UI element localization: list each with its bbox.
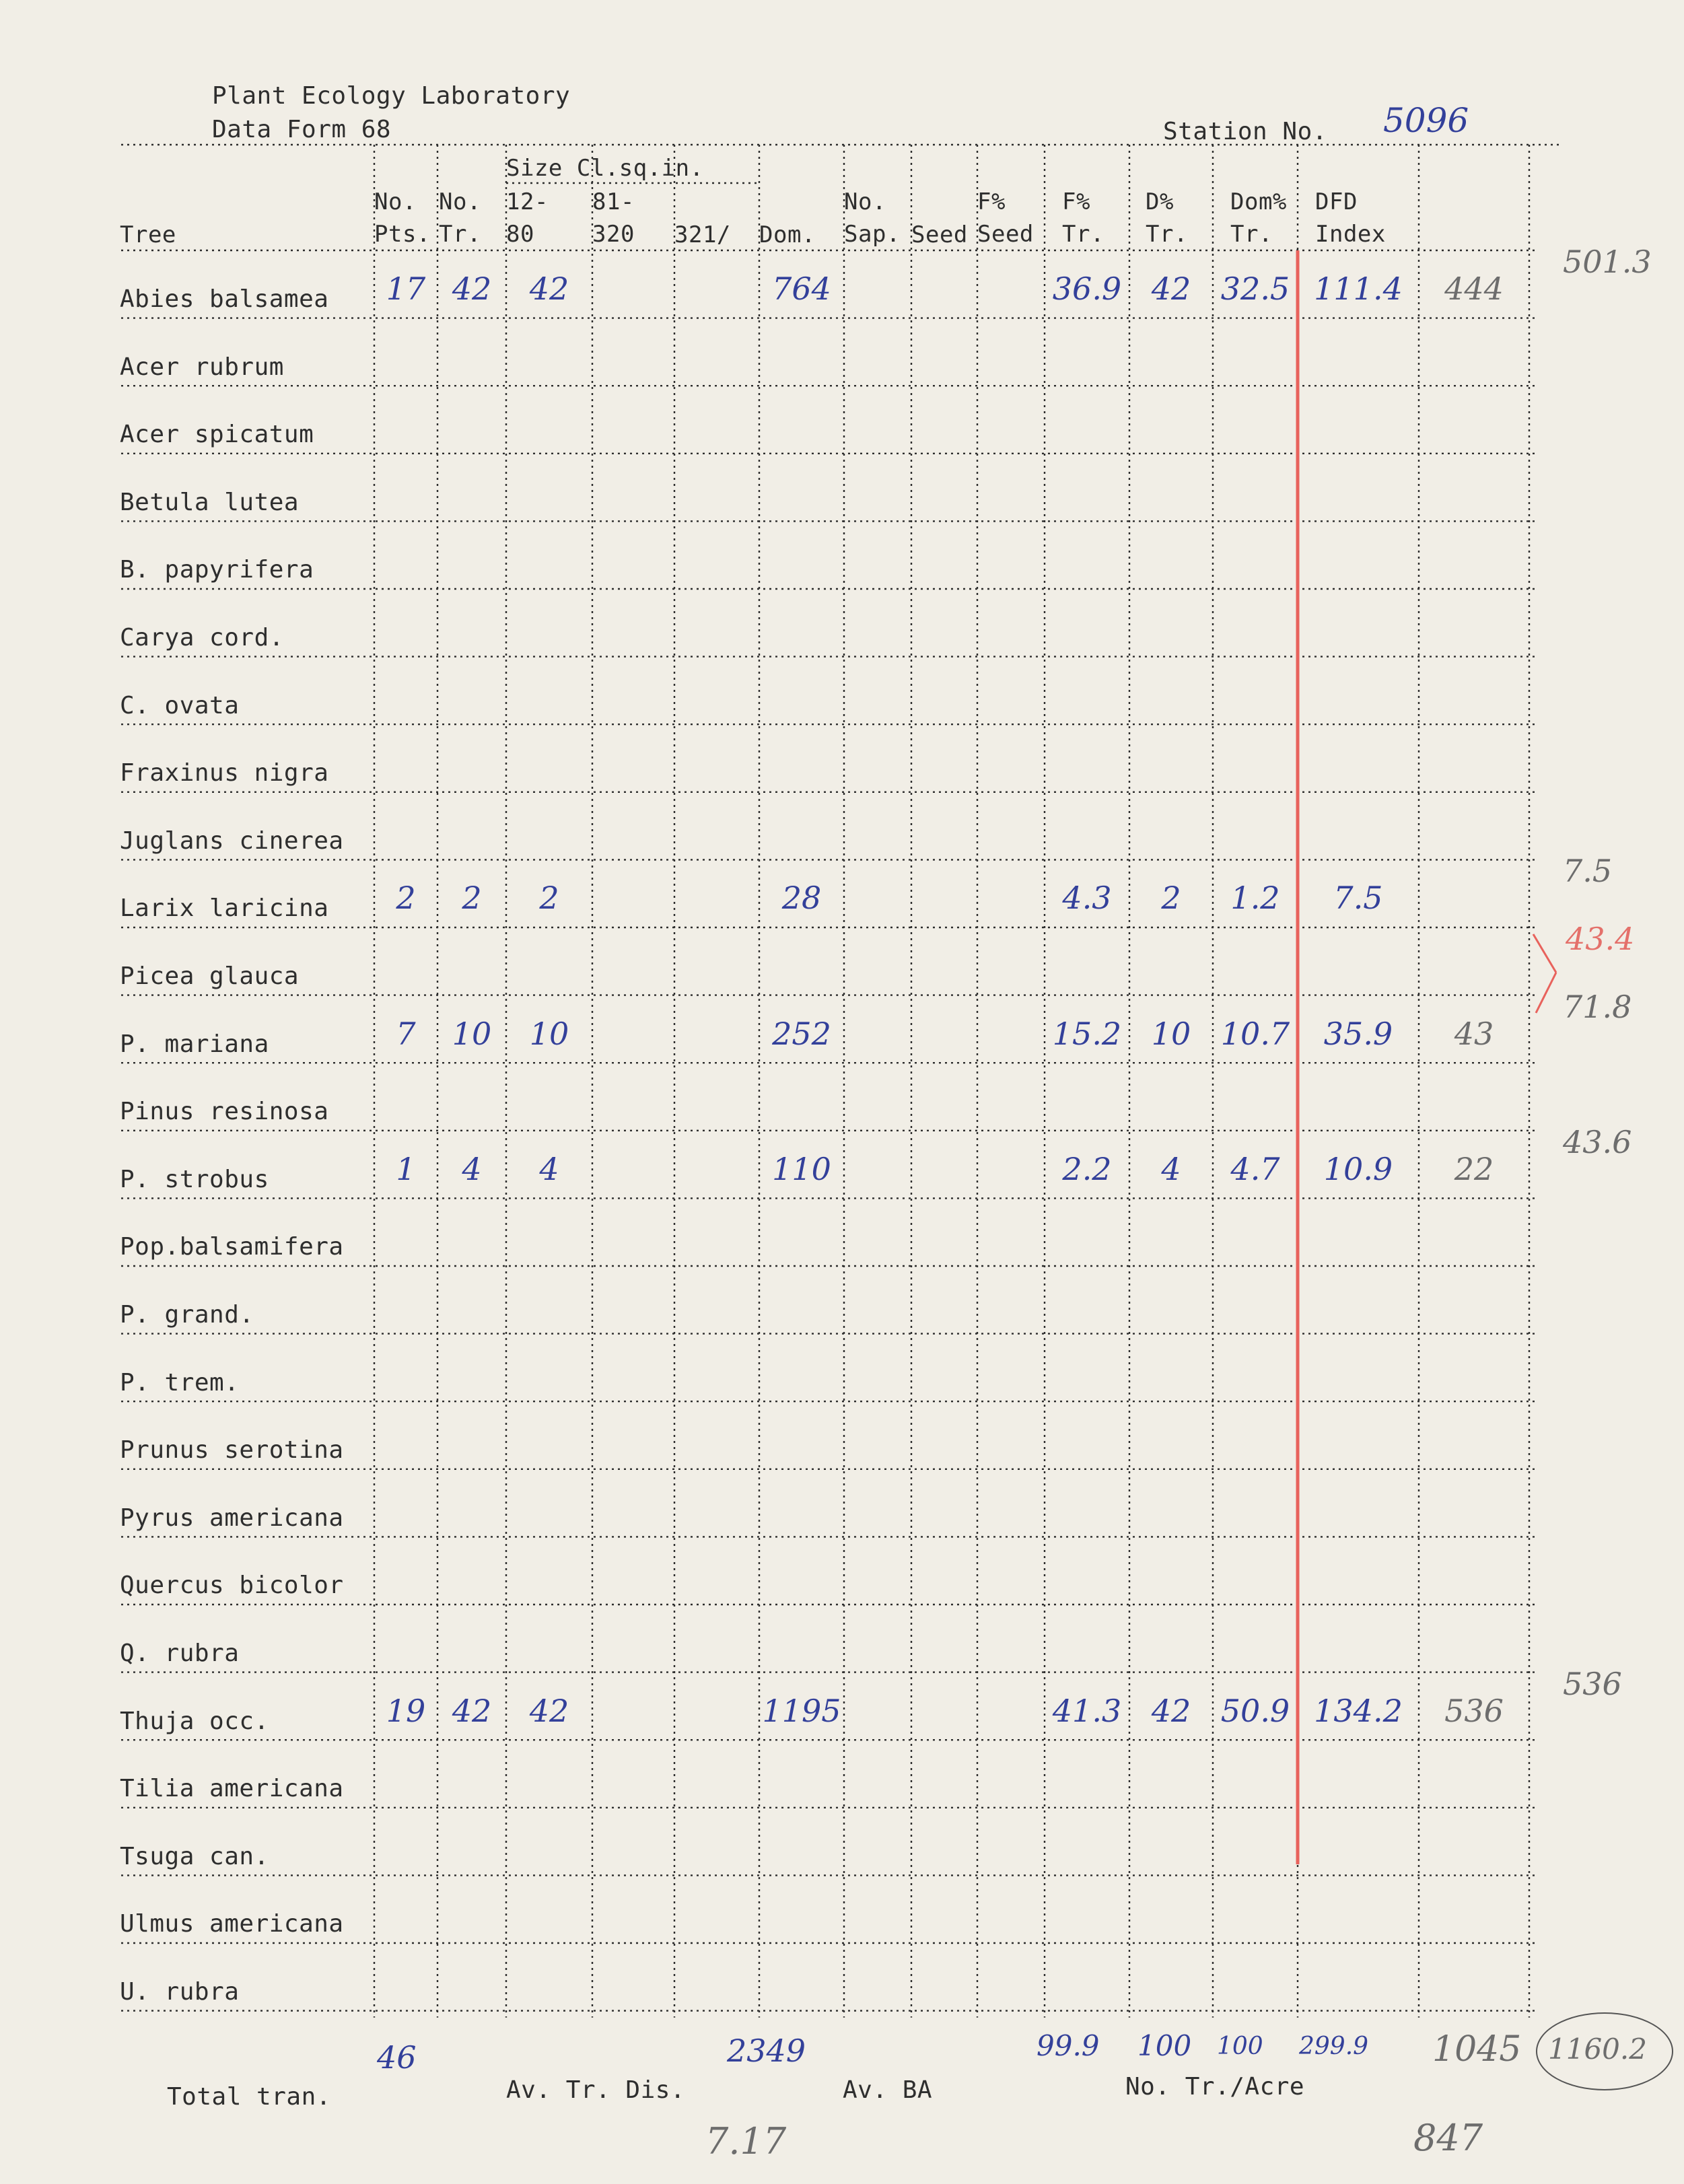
- cell-col15: 43: [1454, 1015, 1494, 1052]
- cell-dfd: 10.9: [1323, 1150, 1393, 1187]
- tree-name: Quercus bicolor: [120, 1572, 344, 1600]
- tree-name: Ulmus americana: [120, 1910, 344, 1938]
- cell-pts: 17: [386, 271, 426, 307]
- margin-note: 43.6: [1563, 1123, 1632, 1160]
- cell-dfd: 134.2: [1314, 1692, 1403, 1729]
- tree-name: Pinus resinosa: [120, 1098, 329, 1126]
- cell-domtr: 4.7: [1230, 1150, 1280, 1187]
- cell-ftr: 2.2: [1062, 1150, 1112, 1187]
- station-label: Station No.: [1163, 118, 1327, 145]
- cell-tr: 42: [452, 1692, 492, 1729]
- tree-name: Carya cord.: [120, 624, 284, 651]
- col-head-no-pts: No. Pts.: [374, 188, 431, 248]
- col-head-size-321: 321/: [674, 221, 731, 248]
- ftr-total: 99.9: [1037, 2029, 1100, 2062]
- lab-name: Plant Ecology Laboratory: [212, 82, 571, 110]
- tree-name: Larix laricina: [120, 894, 329, 923]
- av-tr-dis-label: Av. Tr. Dis.: [506, 2076, 686, 2104]
- station-number: 5096: [1383, 101, 1469, 140]
- margin-note: 71.8: [1563, 988, 1632, 1025]
- cell-tr: 42: [452, 271, 492, 307]
- tree-name: Betula lutea: [120, 488, 300, 516]
- cell-domtr: 1.2: [1230, 880, 1280, 917]
- tree-name: Acer spicatum: [120, 421, 314, 449]
- tree-name: U. rubra: [120, 1978, 240, 2006]
- cell-domtr: 10.7: [1220, 1015, 1290, 1052]
- dtr-total: 100: [1137, 2029, 1192, 2062]
- no-tr-acre-label: No. Tr./Acre: [1125, 2073, 1305, 2101]
- tree-name: P. mariana: [120, 1030, 269, 1058]
- tree-name: Picea glauca: [120, 962, 300, 990]
- tree-name: B. papyrifera: [120, 556, 314, 584]
- margin-note: 536: [1563, 1665, 1622, 1702]
- dom-total: 2349: [727, 2033, 806, 2069]
- cell-dtr: 2: [1161, 880, 1181, 917]
- cell-s1: 2: [539, 880, 559, 917]
- cell-pts: 2: [396, 880, 416, 917]
- cell-ftr: 36.9: [1052, 271, 1122, 307]
- tree-name: Pop.balsamifera: [120, 1233, 344, 1261]
- cell-pts: 7: [396, 1015, 416, 1052]
- cell-dom: 764: [772, 271, 831, 307]
- tree-name: Q. rubra: [120, 1640, 240, 1667]
- tree-name: Tilia americana: [120, 1775, 344, 1803]
- cell-col15: 536: [1444, 1692, 1504, 1729]
- margin-note: 501.3: [1563, 244, 1652, 280]
- col-head-f-seed: F% Seed: [977, 188, 1034, 248]
- tree-name: Abies balsamea: [120, 285, 329, 313]
- form-name: Data Form 68: [212, 116, 392, 143]
- domtr-total: 100: [1217, 2033, 1263, 2060]
- tree-name: Thuja occ.: [120, 1707, 269, 1735]
- cell-s1: 42: [529, 1692, 569, 1729]
- total-tran-label: Total tran.: [167, 2083, 331, 2111]
- cell-dom: 1195: [762, 1692, 841, 1729]
- tree-name: Fraxinus nigra: [120, 759, 329, 787]
- col-head-d-tr: D% Tr.: [1146, 188, 1188, 248]
- dfd-total: 299.9: [1299, 2033, 1369, 2060]
- cell-dom: 252: [772, 1015, 831, 1052]
- cell-dtr: 10: [1151, 1015, 1191, 1052]
- cell-s1: 10: [529, 1015, 569, 1052]
- tree-name: Prunus serotina: [120, 1436, 344, 1465]
- col-head-no-tr: No. Tr.: [439, 188, 481, 248]
- col-head-dom-tr: Dom% Tr.: [1230, 188, 1287, 248]
- col-head-dfd-index: DFD Index: [1315, 188, 1386, 248]
- cell-ftr: 41.3: [1052, 1692, 1122, 1729]
- cell-ftr: 4.3: [1062, 880, 1112, 917]
- cell-dom: 110: [772, 1150, 831, 1187]
- cell-pts: 1: [396, 1150, 416, 1187]
- no-tr-acre-value: 847: [1413, 2117, 1483, 2159]
- col15-total: 1045: [1432, 2029, 1522, 2070]
- cell-dtr: 42: [1151, 271, 1191, 307]
- cell-dfd: 111.4: [1314, 271, 1403, 307]
- tree-name: Tsuga can.: [120, 1842, 269, 1870]
- cell-dtr: 4: [1161, 1150, 1181, 1187]
- tree-name: C. ovata: [120, 691, 240, 719]
- cell-dfd: 7.5: [1333, 880, 1383, 917]
- col-head-size-class: Size Cl.sq.in.: [506, 155, 704, 182]
- col-head-dom: Dom.: [759, 221, 816, 248]
- cell-s1: 42: [529, 271, 569, 307]
- cell-tr: 4: [462, 1150, 482, 1187]
- total-tran-value: 46: [377, 2039, 417, 2076]
- cell-dom: 28: [781, 880, 822, 917]
- margin-total: 1160.2: [1548, 2033, 1647, 2066]
- col-head-seed: Seed: [911, 221, 968, 248]
- tree-name: Juglans cinerea: [120, 826, 344, 855]
- cell-pts: 19: [386, 1692, 426, 1729]
- cell-tr: 10: [452, 1015, 492, 1052]
- av-tr-dis-value: 7.17: [705, 2120, 787, 2162]
- red-bracket-upper: [1533, 934, 1556, 973]
- tree-name: P. grand.: [120, 1301, 254, 1329]
- tree-name: P. strobus: [120, 1165, 269, 1193]
- tree-name: Pyrus americana: [120, 1504, 344, 1532]
- cell-tr: 2: [462, 880, 482, 917]
- cell-col15: 444: [1444, 271, 1504, 307]
- cell-domtr: 32.5: [1220, 271, 1290, 307]
- col-head-tree: Tree: [120, 221, 176, 248]
- margin-note: 7.5: [1563, 853, 1613, 890]
- tree-name: Acer rubrum: [120, 353, 284, 381]
- tree-name: P. trem.: [120, 1368, 240, 1397]
- col-head-f-tr: F% Tr.: [1062, 188, 1104, 248]
- av-ba-label: Av. BA: [843, 2076, 933, 2104]
- col-head-no-sap: No. Sap.: [844, 188, 901, 248]
- cell-ftr: 15.2: [1052, 1015, 1122, 1052]
- cell-dfd: 35.9: [1323, 1015, 1393, 1052]
- col-head-size-81-320: 81- 320: [592, 188, 635, 248]
- col-head-size-12-80: 12- 80: [506, 188, 549, 248]
- red-bracket-lower: [1536, 973, 1556, 1013]
- margin-note-red: 43.4: [1566, 921, 1635, 957]
- cell-col15: 22: [1454, 1150, 1494, 1187]
- cell-s1: 4: [539, 1150, 559, 1187]
- cell-dtr: 42: [1151, 1692, 1191, 1729]
- cell-domtr: 50.9: [1220, 1692, 1290, 1729]
